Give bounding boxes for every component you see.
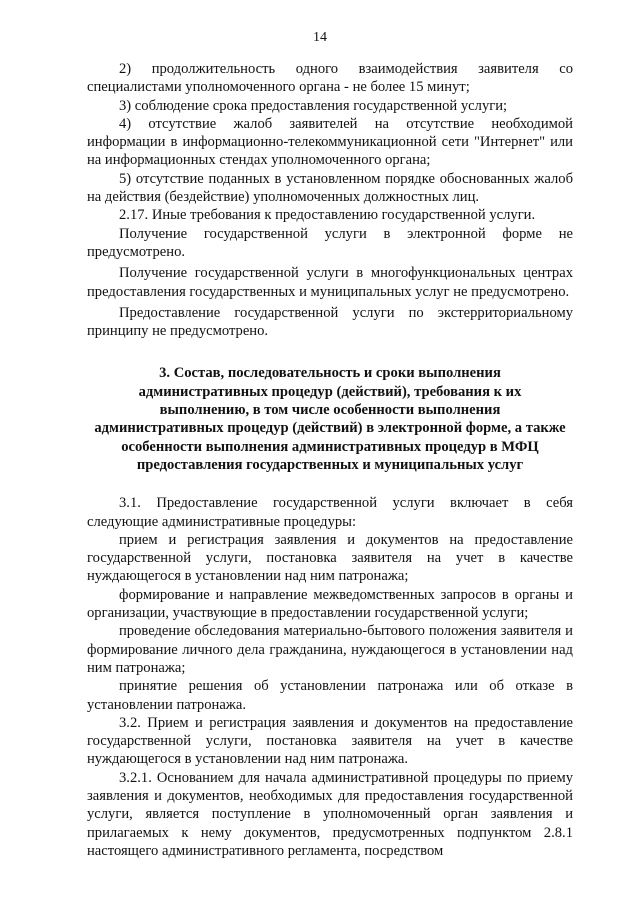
procedure-item-decision: принятие решения об установлении патронажа или об отказе в установлении патронажа. bbox=[87, 678, 573, 713]
heading-line: особенности выполнения административных процедур в МФЦ bbox=[121, 438, 539, 455]
paragraph-3-2-1: 3.2.1. Основанием для начала административной процедуры по приему заявления и документов, необходимых для предоставления государственной услуги, является поступление в уполномоченный орган заявления и прилагаемых к нему документов, предусмотренных подпунктом 2.8.1 настоящего административного регламента, посредством bbox=[87, 769, 573, 859]
paragraph-indicator-5: 5) отсутствие поданных в установленном порядке обоснованных жалоб на действия (бездействие) уполномоченных должностных лиц. bbox=[87, 170, 573, 206]
paragraph-mfc: Получение государственной услуги в многофункциональных центрах предоставления государственных и муниципальных услуг не предусмотрено. bbox=[87, 265, 573, 300]
procedure-item-inspection: проведение обследования материально-бытового положения заявителя и формирование личного дела гражданина, нуждающегося в установлении над ним патронажа; bbox=[87, 623, 573, 676]
paragraph-indicator-2: 2) продолжительность одного взаимодействия заявителя со специалистами уполномоченного органа - не более 15 минут; bbox=[87, 61, 573, 96]
paragraph-indicator-3: 3) соблюдение срока предоставления государственной услуги; bbox=[119, 97, 508, 114]
heading-line: административных процедур (действий), требования к их bbox=[138, 383, 522, 400]
paragraph-3-1: 3.1. Предоставление государственной услуги включает в себя следующие административные процедуры: bbox=[87, 495, 573, 530]
heading-line: предоставления государственных и муниципальных услуг bbox=[136, 456, 524, 473]
page-number: 14 bbox=[313, 30, 327, 45]
paragraph-3-2: 3.2. Прием и регистрация заявления и документов на предоставление государственной услуги, постановка заявителя на учет в качестве нуждающегося в установлении над ним патронажа. bbox=[87, 714, 573, 768]
document-body bbox=[87, 60, 573, 860]
procedure-item-reception: прием и регистрация заявления и документов на предоставление государственной услуги, постановка заявителя на учет в качестве нуждающегося в установлении над ним патронажа; bbox=[87, 531, 573, 585]
heading-line: выполнению, в том числе особенности выполнения bbox=[159, 402, 501, 419]
procedure-item-interagency: формирование и направление межведомственных запросов в органы и организации, участвующие в предоставлении государственной услуги; bbox=[87, 586, 573, 622]
heading-line: 3. Состав, последовательность и сроки выполнения bbox=[159, 365, 501, 382]
section-3-heading bbox=[87, 364, 573, 474]
paragraph-exterritorial: Предоставление государственной услуги по экстерриториальному принципу не предусмотрено. bbox=[87, 304, 573, 340]
heading-line: административных процедур (действий) в электронной форме, а также bbox=[94, 420, 566, 437]
paragraph-2-17: 2.17. Иные требования к предоставлению государственной услуги. bbox=[119, 207, 536, 224]
paragraph-indicator-4: 4) отсутствие жалоб заявителей на отсутствие необходимой информации в информационно-телекоммуникационной сети "Интернет" или на информационных стендах уполномоченного органа; bbox=[87, 115, 573, 169]
paragraph-electronic-form: Получение государственной услуги в электронной форме не предусмотрено. bbox=[87, 225, 573, 260]
